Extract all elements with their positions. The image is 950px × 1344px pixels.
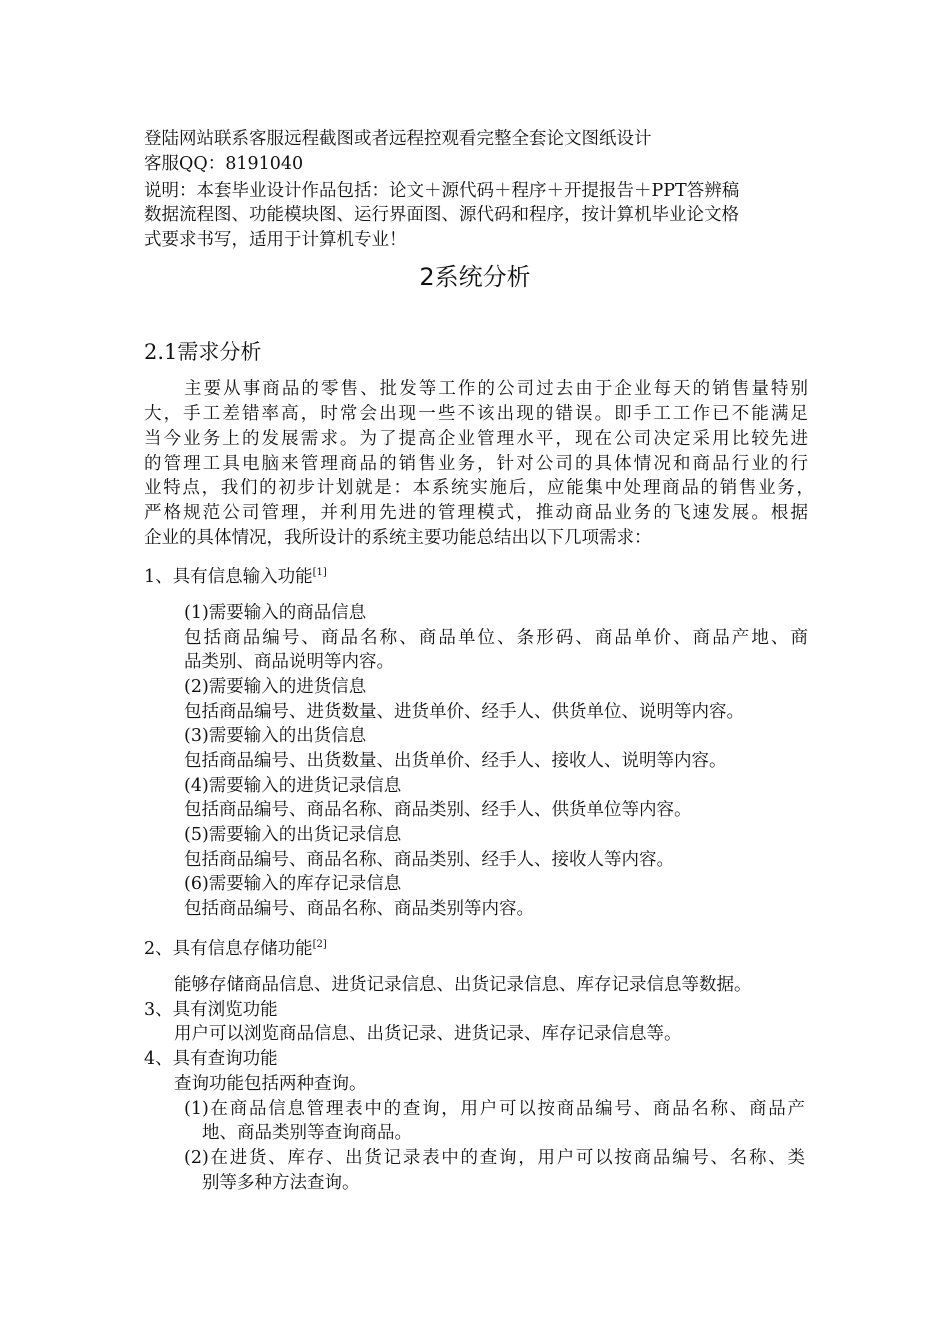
ad-line-4: 数据流程图、功能模块图、运行界面图、源代码和程序，按计算机毕业论文格 [144, 205, 739, 225]
intro-line-2: 大，手工差错率高，时常会出现一些不该出现的错误。即手工工作已不能满足 [144, 404, 808, 424]
req1-item-2: 包括商品编号、商品名称、商品单位、条形码、商品单价、商品产地、商 [184, 628, 808, 648]
req2-heading-text: 2、具有信息存储功能 [144, 939, 313, 959]
req3-heading: 3、具有浏览功能 [144, 1000, 278, 1020]
req1-item-8: (4)需要输入的进货记录信息 [184, 776, 402, 796]
req1-item-12: (6)需要输入的库存记录信息 [184, 874, 402, 894]
req1-item-4: (2)需要输入的进货信息 [184, 677, 367, 697]
ad-line-3: 说明：本套毕业设计作品包括：论文＋源代码＋程序＋开提报告＋PPT答辨稿 [144, 181, 740, 201]
section-title: 2.1需求分析 [144, 340, 262, 364]
intro-line-4: 的管理工具电脑来管理商品的销售业务，针对公司的具体情况和商品行业的行 [144, 454, 808, 474]
req1-item-11: 包括商品编号、商品名称、商品类别、经手人、接收人等内容。 [184, 850, 674, 870]
intro-line-6: 严格规范公司管理，并利用先进的管理模式，推动商品业务的飞速发展。根据 [144, 503, 808, 523]
req1-heading [144, 565, 327, 589]
req2-citation: [2] [312, 939, 327, 951]
req4-item-1: (1)在商品信息管理表中的查询，用户可以按商品编号、商品名称、商品产 [184, 1099, 805, 1119]
intro-line-1: 主要从事商品的零售、批发等工作的公司过去由于企业每天的销售量特别 [184, 379, 808, 399]
req2-heading [144, 937, 327, 961]
req1-item-5: 包括商品编号、进货数量、进货单价、经手人、供货单位、说明等内容。 [184, 702, 744, 722]
ad-line-2: 客服QQ：8191040 [144, 154, 304, 174]
req1-citation: [1] [312, 567, 327, 579]
req4-heading: 4、具有查询功能 [144, 1049, 278, 1069]
ad-line-5: 式要求书写，适用于计算机专业！ [144, 230, 407, 250]
req4-body: 查询功能包括两种查询。 [174, 1074, 367, 1094]
intro-line-3: 当今业务上的发展需求。为了提高企业管理水平，现在公司决定采用比较先进 [144, 429, 808, 449]
req4-item-3: (2)在进货、库存、出货记录表中的查询，用户可以按商品编号、名称、类 [184, 1148, 805, 1168]
req1-item-3: 品类别、商品说明等内容。 [184, 652, 394, 672]
req3-body: 用户可以浏览商品信息、出货记录、进货记录、库存记录信息等。 [174, 1024, 682, 1044]
intro-line-7: 企业的具体情况，我所设计的系统主要功能总结出以下几项需求： [144, 528, 652, 548]
req1-item-6: (3)需要输入的出货信息 [184, 726, 367, 746]
req4-item-4: 别等多种方法查询。 [202, 1173, 360, 1193]
req1-item-10: (5)需要输入的出货记录信息 [184, 825, 402, 845]
req4-item-2: 地、商品类别等查询商品。 [202, 1123, 412, 1143]
chapter-title: 2系统分析 [419, 263, 531, 291]
intro-line-5: 业特点，我们的初步计划就是：本系统实施后，应能集中处理商品的销售业务， [144, 478, 814, 498]
req1-item-1: (1)需要输入的商品信息 [184, 603, 367, 623]
req2-body: 能够存储商品信息、进货记录信息、出货记录信息、库存记录信息等数据。 [174, 975, 752, 995]
req1-item-13: 包括商品编号、商品名称、商品类别等内容。 [184, 899, 534, 919]
ad-line-1: 登陆网站联系客服远程截图或者远程控观看完整全套论文图纸设计 [144, 129, 652, 149]
req1-heading-text: 1、具有信息输入功能 [144, 567, 313, 587]
req1-item-9: 包括商品编号、商品名称、商品类别、经手人、供货单位等内容。 [184, 800, 692, 820]
req1-item-7: 包括商品编号、出货数量、出货单价、经手人、接收人、说明等内容。 [184, 751, 727, 771]
